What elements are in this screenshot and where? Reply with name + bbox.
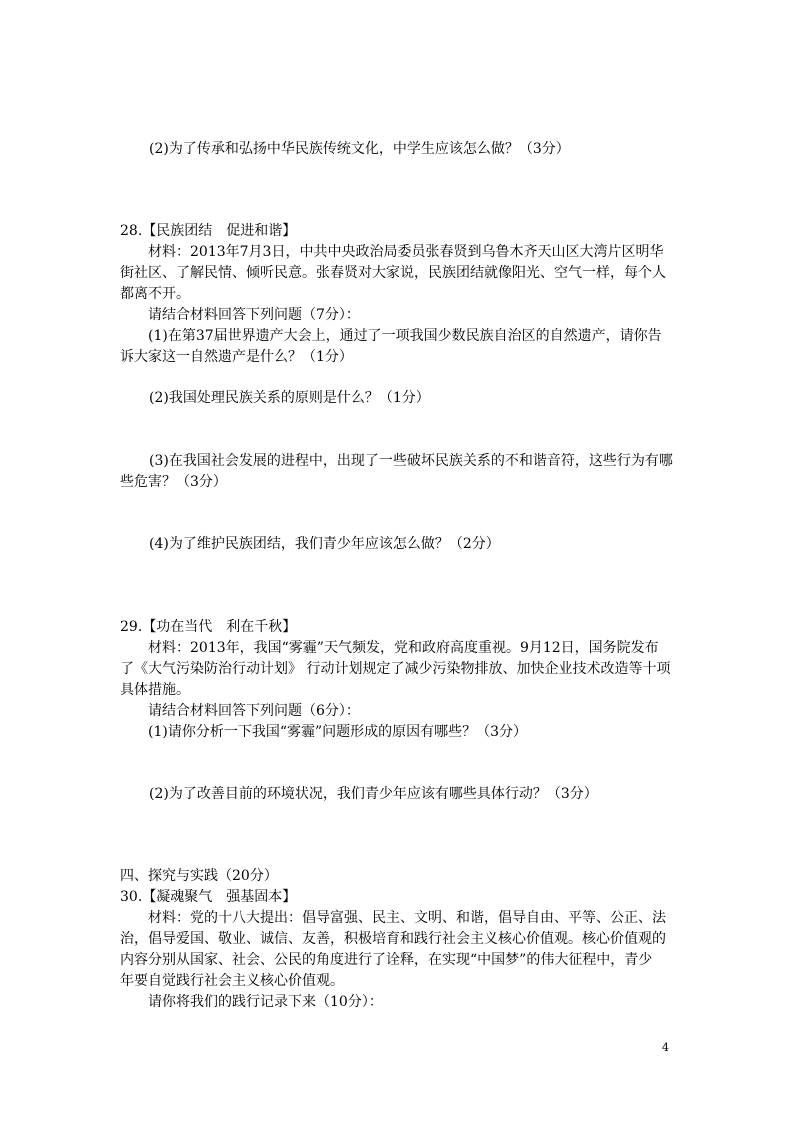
q29-material-line-1: 材料：2013年，我国“雾霾”天气频发，党和政府高度重视。9月12日，国务院发布 xyxy=(148,640,659,656)
q29-title: 29.【功在当代 利在千秋】 xyxy=(120,619,297,635)
q28-sub2: (2)我国处理民族关系的原则是什么？（1分） xyxy=(149,390,430,406)
q28-title: 28.【民族团结 促进和谐】 xyxy=(120,223,297,239)
q30-material-line-3: 内容分别从国家、社会、公民的角度进行了诠释，在实现“中国梦”的伟大征程中，青少 xyxy=(120,952,653,968)
q29-material-line-2: 了《大气污染防治行动计划》 行动计划规定了减少污染物排放、加快企业技术改造等十项 xyxy=(120,661,671,677)
q28-sub4: (4)为了维护民族团结，我们青少年应该怎么做？（2分） xyxy=(149,536,500,552)
q30-material-line-1: 材料：党的十八大提出：倡导富强、民主、文明、和谐，倡导自由、平等、公正、法 xyxy=(148,910,666,926)
page-number: 4 xyxy=(662,1041,669,1054)
q29-sub2: (2)为了改善目前的环境状况，我们青少年应该有哪些具体行动？（3分） xyxy=(149,786,598,802)
q28-sub3-line-2: 些危害？（3分） xyxy=(120,474,227,490)
q29-sub1: (1)请你分析一下我国“雾霾”问题形成的原因有哪些？（3分） xyxy=(148,724,528,740)
q28-instruction: 请结合材料回答下列问题（7分）： xyxy=(148,307,360,323)
q28-sub3-line-1: (3)在我国社会发展的进程中，出现了一些破坏民族关系的不和谐音符，这些行为有哪 xyxy=(149,453,673,469)
q30-instruction: 请你将我们的践行记录下来（10分）： xyxy=(148,994,383,1010)
q28-sub1-line-1: (1)在第37届世界遗产大会上，通过了一项我国少数民族自治区的自然遗产，请你告 xyxy=(148,328,662,344)
q28-material-line-1: 材料：2013年7月3日，中共中央政治局委员张春贤到乌鲁木齐天山区大湾片区明华 xyxy=(148,244,664,260)
q27-sub2: (2)为了传承和弘扬中华民族传统文化，中学生应该怎么做？（3分） xyxy=(149,141,570,157)
q28-sub1-line-2: 诉大家这一自然遗产是什么？（1分） xyxy=(120,349,353,365)
q30-material-line-2: 治，倡导爱国、敬业、诚信、友善，积极培育和践行社会主义核心价值观。核心价值观的 xyxy=(120,931,666,947)
q28-material-line-2: 街社区、了解民情、倾听民意。张春贤对大家说，民族团结就像阳光、空气一样，每个人 xyxy=(120,265,666,281)
q29-material-line-3: 具体措施。 xyxy=(120,682,190,698)
q30-title: 30.【凝魂聚气 强基固本】 xyxy=(120,889,297,905)
q29-instruction: 请结合材料回答下列问题（6分）： xyxy=(148,703,360,719)
q30-material-line-4: 年要自觉践行社会主义核心价值观。 xyxy=(120,973,344,989)
section4-title: 四、探究与实践（20分） xyxy=(120,868,278,884)
q28-material-line-3: 都离不开。 xyxy=(120,286,190,302)
